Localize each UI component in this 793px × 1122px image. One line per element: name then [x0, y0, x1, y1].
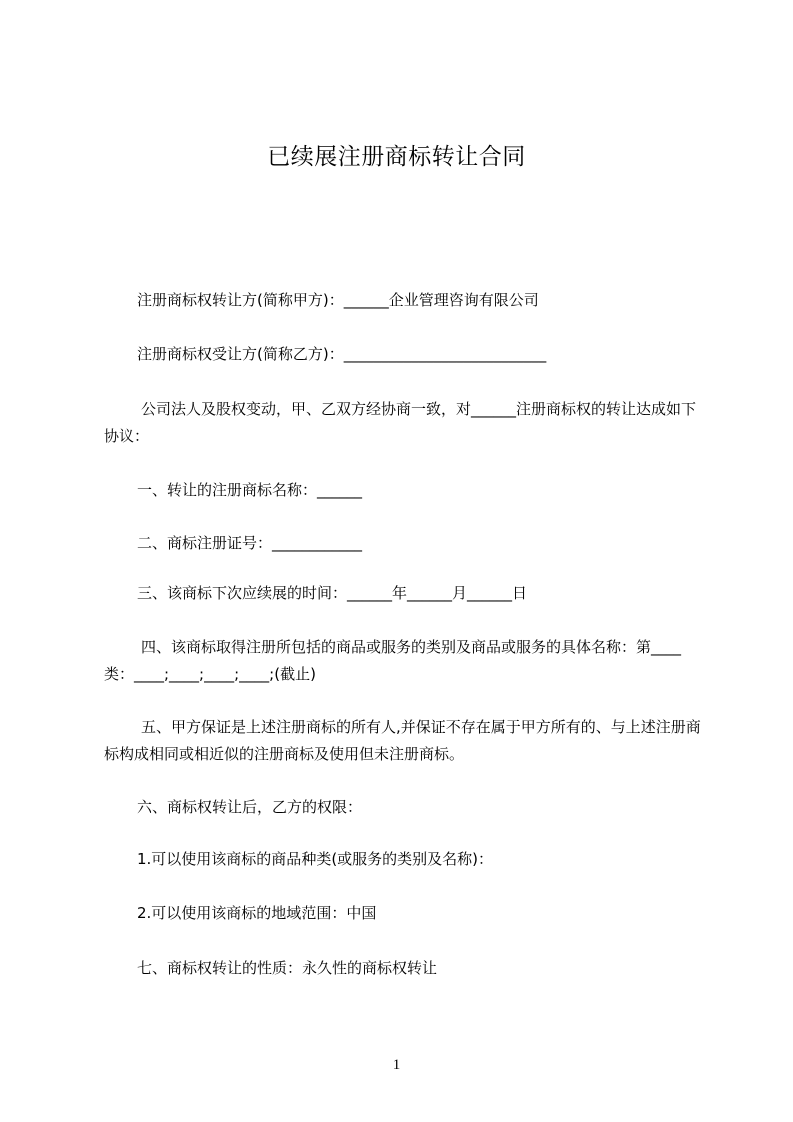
clause-2-registration-number: 二、商标注册证号：____________: [137, 534, 363, 552]
agreement-intro: 公司法人及股权变动，甲、乙双方经协商一致，对______注册商标权的转让达成如下协议：: [104, 400, 697, 445]
clause-6-item-1: 1.可以使用该商标的商品种类(或服务的类别及名称)：: [137, 850, 494, 868]
transferee-line: 注册商标权受让方(简称乙方)：___________________________: [137, 345, 547, 363]
clause-6-rights-heading: 六、商标权转让后，乙方的权限：: [137, 798, 363, 816]
clause-5-warranty: 五、甲方保证是上述注册商标的所有人,并保证不存在属于甲方所有的、与上述注册商标构成相同或相近似的注册商标及使用但未注册商标。: [104, 718, 701, 763]
clause-3-renewal-date: 三、该商标下次应续展的时间：______年______月______日: [137, 584, 528, 602]
transferor-line: 注册商标权转让方(简称甲方)：______企业管理咨询有限公司: [137, 291, 539, 309]
clause-6-item-2: 2.可以使用该商标的地域范围：中国: [137, 904, 377, 922]
clause-7-nature: 七、商标权转让的性质：永久性的商标权转让: [137, 959, 438, 977]
clause-4-goods-services: 四、该商标取得注册所包括的商品或服务的类别及商品或服务的具体名称：第____类：____;____;____;____;(截止): [104, 638, 682, 683]
page-number: 1: [392, 1057, 401, 1073]
document-title: 已续展注册商标转让合同: [267, 144, 526, 170]
clause-1-trademark-name: 一、转让的注册商标名称：______: [137, 481, 363, 499]
